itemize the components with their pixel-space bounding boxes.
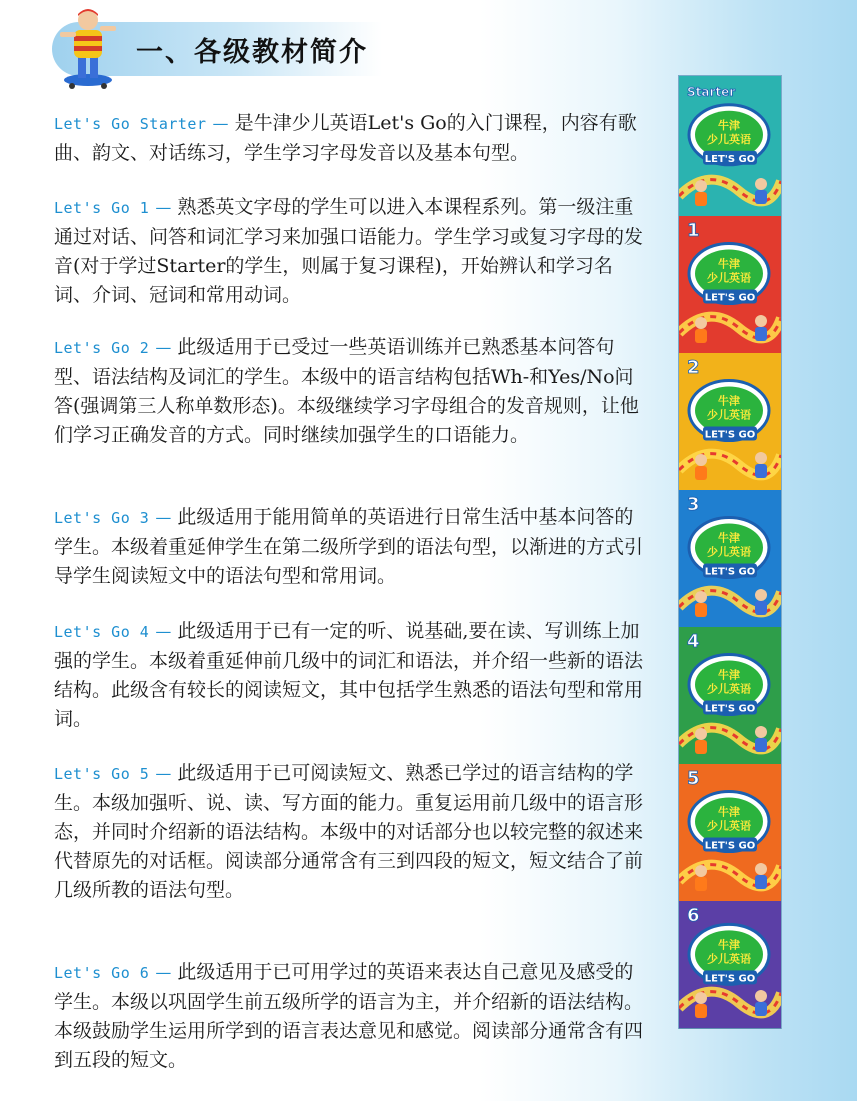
page-title: 一、各级教材简介 <box>136 37 368 68</box>
level-name: Let's Go 4 <box>54 623 150 641</box>
svg-text:牛津: 牛津 <box>718 531 740 545</box>
level-dash: — <box>155 508 172 527</box>
level-name: Let's Go 3 <box>54 509 150 527</box>
section-level-2 <box>54 333 644 450</box>
svg-text:LET'S GO: LET'S GO <box>704 566 756 578</box>
svg-text:LET'S GO: LET'S GO <box>704 840 756 852</box>
svg-text:LET'S GO: LET'S GO <box>704 703 756 715</box>
level-name: Let's Go 6 <box>54 964 150 982</box>
level-dash: — <box>155 764 172 783</box>
svg-text:牛津: 牛津 <box>718 257 740 271</box>
book-cover-1 <box>679 216 781 354</box>
skateboarder-icon <box>56 6 120 90</box>
svg-text:少儿英语: 少儿英语 <box>707 408 751 422</box>
svg-text:4: 4 <box>687 631 700 652</box>
book-cover-5 <box>679 764 781 902</box>
svg-text:LET'S GO: LET'S GO <box>704 429 756 441</box>
section-level-1 <box>54 193 644 310</box>
svg-text:Starter: Starter <box>687 85 736 99</box>
section-text: 此级适用于已可用学过的英语来表达自己意见及感受的学生。本级以巩固学生前五级所学的语言为主，并介绍新的语法结构。本级鼓励学生运用所学到的语言表达意见和感觉。阅读部分通常含有四到五段的短文。 <box>54 961 644 1071</box>
section-text: 此级适用于能用简单的英语进行日常生活中基本问答的学生。本级着重延伸学生在第二级所学到的语法句型，以渐进的方式引导学生阅读短文中的语法句型和常用词。 <box>54 506 644 587</box>
svg-text:牛津: 牛津 <box>718 118 740 132</box>
svg-text:6: 6 <box>687 905 700 926</box>
svg-text:LET'S GO: LET'S GO <box>704 292 756 304</box>
section-text: 熟悉英文字母的学生可以进入本课程系列。第一级注重通过对话、问答和词汇学习来加强口语能力。学生学习或复习字母的发音(对于学过Starter的学生，则属于复习课程)，开始辨认和学习名词、介词、冠词和常用动词。 <box>54 196 644 306</box>
section-starter <box>54 109 644 168</box>
level-name: Let's Go 1 <box>54 199 150 217</box>
svg-text:少儿英语: 少儿英语 <box>707 952 751 966</box>
section-text: 此级适用于已受过一些英语训练并已熟悉基本问答句型、语法结构及词汇的学生。本级中的语言结构包括Wh-和Yes/No问答(强调第三人称单数形态)。本级继续学习字母组合的发音规则，让他们学习正确发音的方式。同时继续加强学生的口语能力。 <box>54 336 639 446</box>
svg-text:少儿英语: 少儿英语 <box>707 132 751 146</box>
section-text: 是牛津少儿英语Let's Go的入门课程，内容有歌曲、韵文、对话练习，学生学习字母发音以及基本句型。 <box>54 112 637 164</box>
svg-text:少儿英语: 少儿英语 <box>707 819 751 833</box>
book-cover-2 <box>679 353 781 491</box>
level-name: Let's Go Starter <box>54 115 207 133</box>
book-cover-3 <box>679 490 781 628</box>
level-dash: — <box>155 622 172 641</box>
level-dash: — <box>155 338 172 357</box>
book-cover-starter <box>679 76 781 217</box>
svg-text:少儿英语: 少儿英语 <box>707 682 751 696</box>
level-dash: — <box>155 963 172 982</box>
svg-text:牛津: 牛津 <box>718 938 740 952</box>
svg-text:牛津: 牛津 <box>718 805 740 819</box>
section-text: 此级适用于已可阅读短文、熟悉已学过的语言结构的学生。本级加强听、说、读、写方面的能力。重复运用前几级中的语言形态，并同时介绍新的语法结构。本级中的对话部分也以较完整的叙述来代替原先的对话框。阅读部分通常含有三到四段的短文，短文结合了前几级所教的语法句型。 <box>54 762 644 901</box>
book-covers-column <box>678 75 782 1029</box>
section-level-6 <box>54 958 644 1075</box>
book-cover-6 <box>679 901 781 1029</box>
section-level-3 <box>54 503 644 591</box>
level-dash: — <box>155 198 172 217</box>
book-cover-4 <box>679 627 781 765</box>
svg-text:少儿英语: 少儿英语 <box>707 545 751 559</box>
level-name: Let's Go 2 <box>54 339 150 357</box>
svg-text:1: 1 <box>687 220 700 241</box>
svg-text:牛津: 牛津 <box>718 394 740 408</box>
svg-text:5: 5 <box>687 768 700 789</box>
svg-text:3: 3 <box>687 494 700 515</box>
svg-text:少儿英语: 少儿英语 <box>707 271 751 285</box>
svg-text:2: 2 <box>687 357 700 378</box>
section-level-4 <box>54 617 644 734</box>
svg-text:LET'S GO: LET'S GO <box>704 973 756 985</box>
level-dash: — <box>212 114 229 133</box>
section-level-5 <box>54 759 644 905</box>
section-text: 此级适用于已有一定的听、说基础,要在读、写训练上加强的学生。本级着重延伸前几级中的词汇和语法，并介绍一些新的语法结构。此级含有较长的阅读短文，其中包括学生熟悉的语法句型和常用词。 <box>54 620 644 730</box>
svg-text:LET'S GO: LET'S GO <box>704 153 756 165</box>
level-name: Let's Go 5 <box>54 765 150 783</box>
svg-text:牛津: 牛津 <box>718 668 740 682</box>
